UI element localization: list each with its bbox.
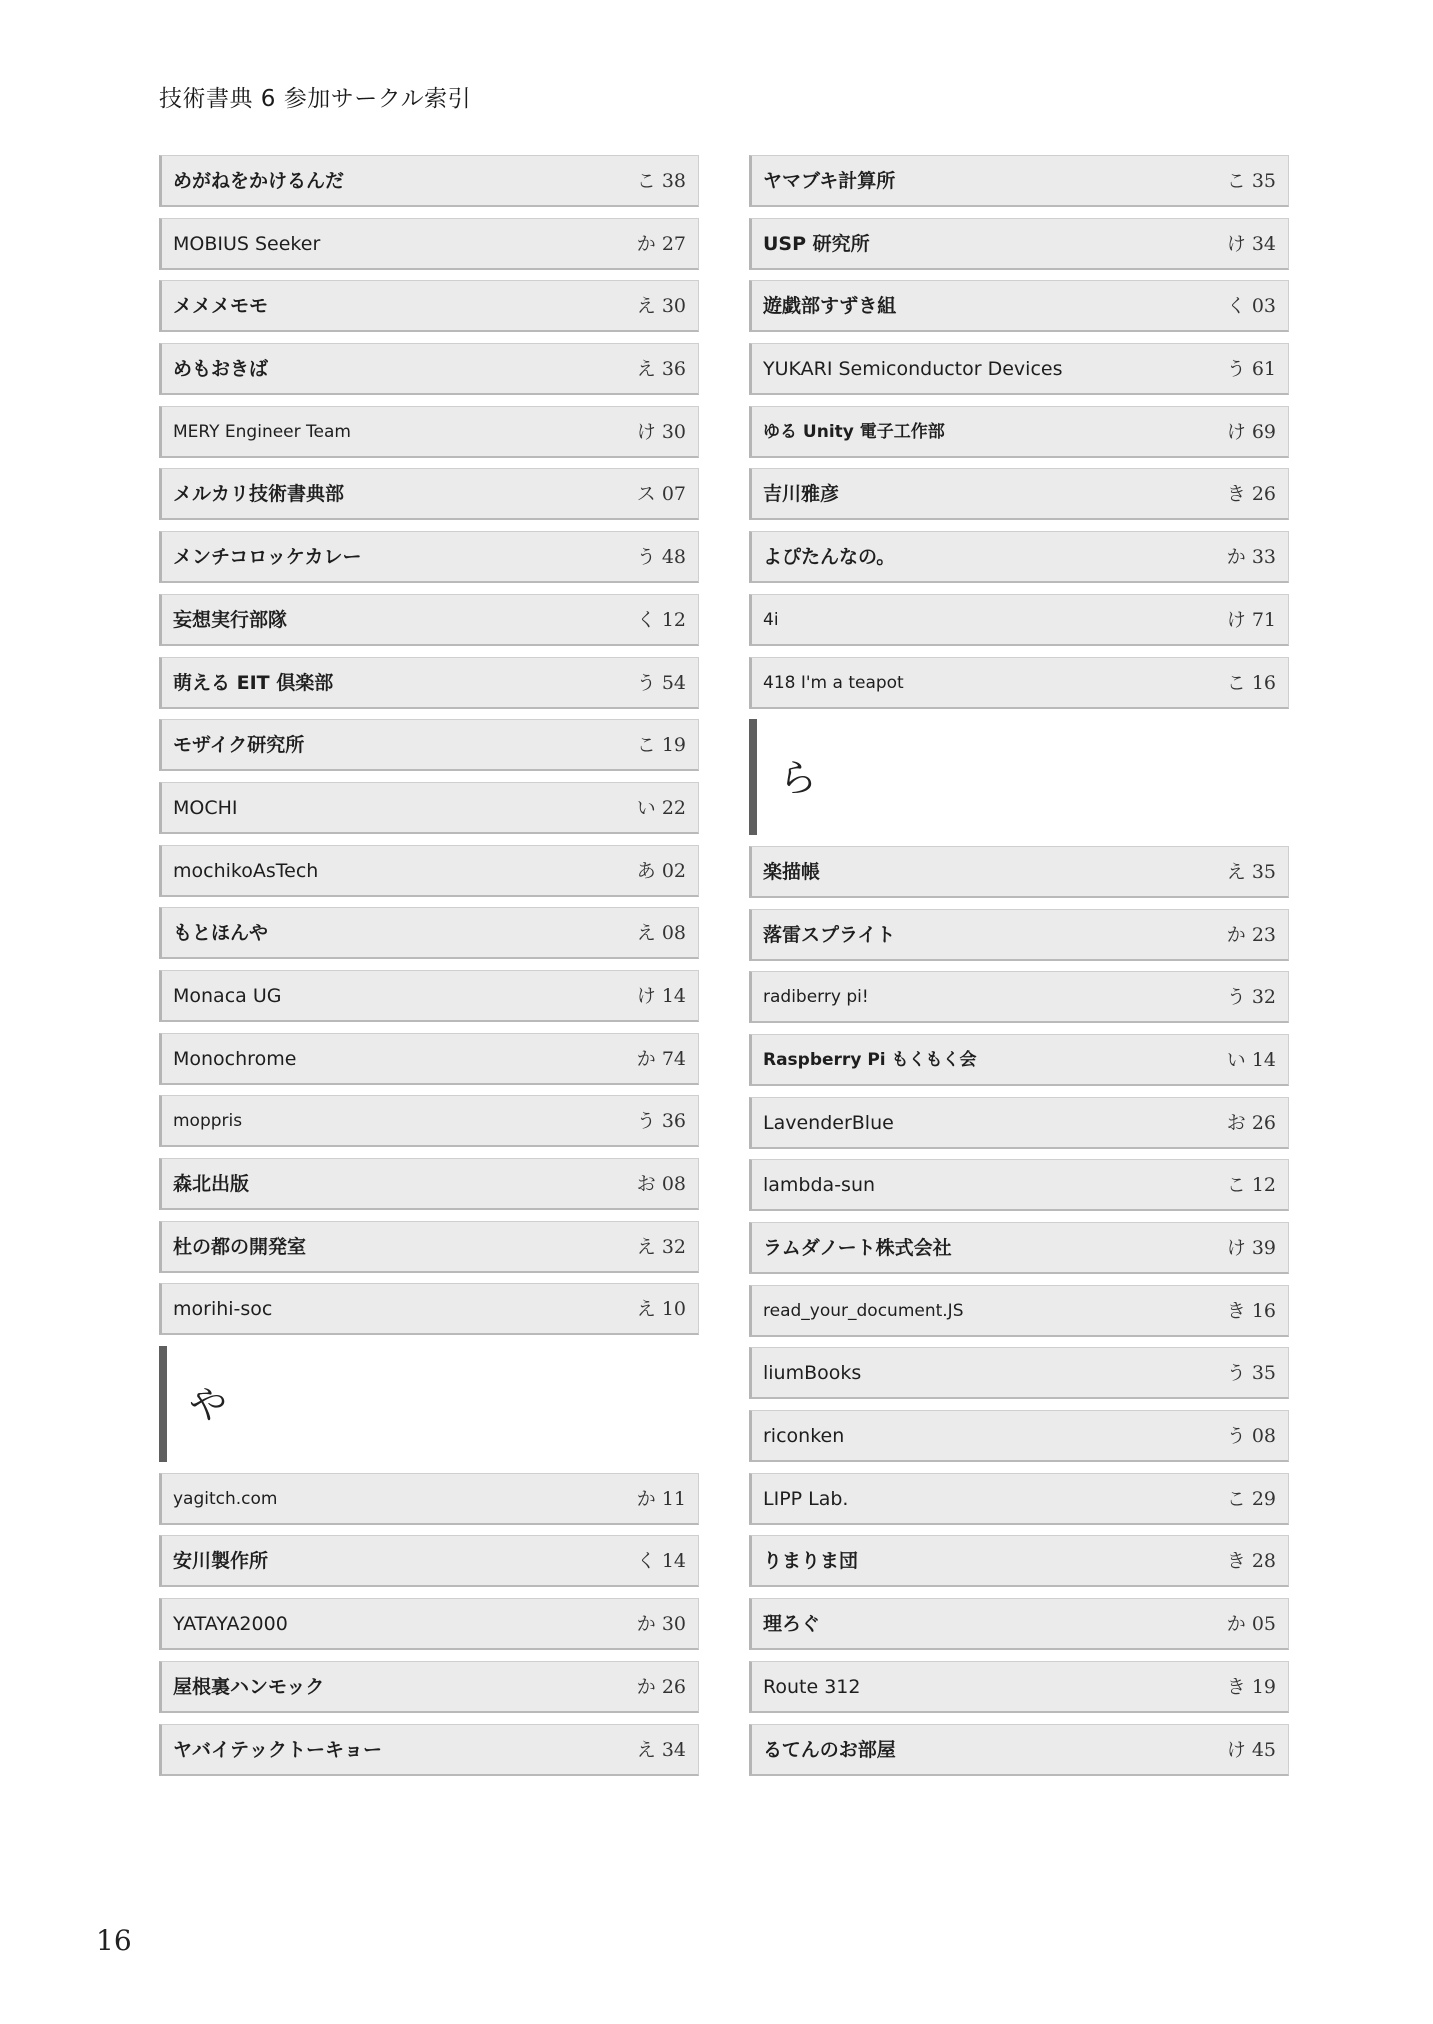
- index-entry: [159, 1283, 699, 1335]
- index-entry: [159, 594, 699, 646]
- booth-code: こ 16: [1226, 671, 1276, 694]
- booth-code: け 45: [1226, 1738, 1276, 1761]
- index-entry: [159, 1221, 699, 1273]
- circle-name: liumBooks: [763, 1362, 862, 1385]
- index-entry: [749, 155, 1289, 207]
- index-entry: [749, 1473, 1289, 1525]
- booth-code: か 26: [636, 1675, 686, 1698]
- booth-code: う 35: [1226, 1362, 1276, 1385]
- circle-name: morihi-soc: [173, 1298, 273, 1321]
- index-entry: [749, 1410, 1289, 1462]
- index-entry: [749, 594, 1289, 646]
- booth-code: お 26: [1226, 1111, 1276, 1134]
- index-entry: [159, 468, 699, 520]
- circle-name: mochikoAsTech: [173, 859, 319, 882]
- index-entry: [159, 343, 699, 395]
- circle-name: 楽描帳: [763, 860, 821, 883]
- booth-code: け 14: [636, 984, 686, 1007]
- booth-code: い 14: [1226, 1048, 1276, 1071]
- booth-code: き 28: [1226, 1550, 1276, 1573]
- booth-code: か 74: [636, 1047, 686, 1070]
- circle-name: YUKARI Semiconductor Devices: [763, 358, 1063, 381]
- circle-name: モザイク研究所: [173, 734, 305, 757]
- index-entry: [749, 1159, 1289, 1211]
- circle-name: read_your_document.JS: [763, 1300, 964, 1321]
- index-entry: [159, 719, 699, 771]
- booth-code: え 35: [1226, 860, 1276, 883]
- circle-name: 418 I'm a teapot: [763, 672, 904, 693]
- index-entry: [749, 1347, 1289, 1399]
- booth-code: ス 07: [636, 483, 686, 506]
- booth-code: う 61: [1226, 358, 1276, 381]
- circle-name: メメメモモ: [173, 295, 269, 318]
- booth-code: け 39: [1226, 1237, 1276, 1259]
- circle-name: 吉川雅彦: [763, 483, 840, 506]
- circle-name: Route 312: [763, 1675, 861, 1698]
- booth-code: い 22: [636, 796, 686, 819]
- index-entry: [749, 657, 1289, 709]
- index-entry: [159, 1661, 699, 1713]
- index-entry: [159, 1598, 699, 1650]
- section-heading: [749, 719, 1289, 835]
- circle-name: 森北出版: [173, 1173, 250, 1195]
- page-header-title: 技術書典 6 参加サークル索引: [159, 86, 472, 112]
- section-heading: [159, 1346, 699, 1462]
- booth-code: か 27: [636, 232, 686, 255]
- circle-name: yagitch.com: [173, 1488, 278, 1509]
- index-entry: [749, 218, 1289, 270]
- circle-name: 理ろぐ: [763, 1613, 821, 1636]
- index-entry: [749, 1535, 1289, 1587]
- circle-name: MERY Engineer Team: [173, 421, 351, 442]
- booth-code: こ 19: [636, 734, 686, 757]
- section-heading-label: ら: [779, 756, 818, 801]
- booth-code: う 54: [636, 671, 686, 694]
- circle-name: ラムダノート株式会社: [763, 1237, 952, 1259]
- circle-name: 安川製作所: [173, 1550, 269, 1573]
- circle-name: 落雷スプライト: [763, 923, 896, 946]
- booth-code: あ 02: [636, 859, 686, 882]
- index-entry: [159, 845, 699, 897]
- index-entry: [749, 280, 1289, 332]
- circle-name: 萌える EIT 倶楽部: [173, 671, 334, 694]
- booth-code: か 23: [1226, 923, 1276, 946]
- booth-code: え 36: [636, 358, 686, 381]
- booth-code: け 30: [636, 420, 686, 443]
- circle-name: メルカリ技術書典部: [173, 483, 345, 506]
- booth-code: こ 35: [1226, 170, 1276, 192]
- booth-code: け 71: [1226, 608, 1276, 631]
- booth-code: お 08: [636, 1173, 686, 1195]
- circle-name: りまりま団: [763, 1550, 859, 1573]
- circle-name: ゆる Unity 電子工作部: [763, 421, 945, 442]
- booth-code: き 26: [1226, 483, 1276, 506]
- index-column-left: [159, 155, 699, 1786]
- index-entry: [159, 1473, 699, 1525]
- booth-code: く 03: [1226, 295, 1276, 318]
- index-entry: [159, 1724, 699, 1776]
- index-entry: [159, 782, 699, 834]
- index-entry: [749, 1285, 1289, 1337]
- index-entry: [159, 657, 699, 709]
- index-entry: [749, 1097, 1289, 1149]
- index-entry: [159, 1095, 699, 1147]
- circle-name: MOCHI: [173, 796, 238, 819]
- circle-name: Monochrome: [173, 1047, 297, 1070]
- circle-name: めもおきば: [173, 358, 269, 381]
- circle-name: メンチコロッケカレー: [173, 546, 362, 569]
- booth-code: う 48: [636, 546, 686, 569]
- circle-name: YATAYA2000: [173, 1613, 288, 1636]
- booth-code: え 10: [636, 1298, 686, 1321]
- circle-name: riconken: [763, 1425, 845, 1448]
- section-heading-label: や: [189, 1383, 228, 1428]
- index-entry: [159, 280, 699, 332]
- booth-code: こ 29: [1226, 1487, 1276, 1510]
- circle-name: LIPP Lab.: [763, 1487, 849, 1510]
- circle-name: ヤマブキ計算所: [763, 170, 896, 192]
- index-entry: [749, 343, 1289, 395]
- index-column-right: [749, 155, 1289, 1786]
- booth-code: か 05: [1226, 1613, 1276, 1636]
- index-entry: [749, 531, 1289, 583]
- index-entry: [159, 406, 699, 458]
- booth-code: き 16: [1226, 1299, 1276, 1322]
- index-entry: [159, 155, 699, 207]
- booth-code: か 11: [636, 1487, 686, 1510]
- booth-code: け 69: [1226, 420, 1276, 443]
- index-entry: [159, 970, 699, 1022]
- circle-name: もとほんや: [173, 922, 269, 945]
- index-entry: [749, 1034, 1289, 1086]
- index-entry: [749, 468, 1289, 520]
- index-entry: [159, 531, 699, 583]
- circle-name: るてんのお部屋: [763, 1738, 896, 1761]
- circle-name: moppris: [173, 1111, 243, 1132]
- booth-code: こ 12: [1226, 1174, 1276, 1197]
- booth-code: く 12: [636, 608, 686, 631]
- booth-code: か 30: [636, 1613, 686, 1636]
- index-entry: [159, 907, 699, 959]
- index-entry: [749, 971, 1289, 1023]
- booth-code: け 34: [1226, 232, 1276, 255]
- index-entry: [159, 1158, 699, 1210]
- page-number: 16: [96, 1924, 132, 1957]
- circle-name: lambda-sun: [763, 1174, 876, 1197]
- circle-name: Raspberry Pi もくもく会: [763, 1049, 977, 1070]
- circle-name: 4i: [763, 609, 779, 630]
- booth-code: か 33: [1226, 546, 1276, 569]
- booth-code: う 36: [636, 1110, 686, 1133]
- index-entry: [159, 1033, 699, 1085]
- booth-code: え 30: [636, 295, 686, 318]
- index-entry: [749, 1222, 1289, 1274]
- booth-code: き 19: [1226, 1675, 1276, 1698]
- booth-code: く 14: [636, 1550, 686, 1573]
- circle-name: よぴたんなの。: [763, 546, 896, 569]
- index-entry: [749, 1724, 1289, 1776]
- index-entry: [159, 218, 699, 270]
- circle-name: ヤバイテックトーキョー: [173, 1738, 383, 1761]
- circle-name: 妄想実行部隊: [173, 608, 288, 631]
- circle-name: 屋根裏ハンモック: [173, 1675, 325, 1698]
- circle-name: 杜の都の開発室: [173, 1235, 307, 1258]
- index-entry: [749, 846, 1289, 898]
- circle-name: MOBIUS Seeker: [173, 232, 321, 255]
- index-entry: [159, 1535, 699, 1587]
- circle-name: めがねをかけるんだ: [173, 170, 345, 192]
- booth-code: こ 38: [636, 170, 686, 192]
- booth-code: え 34: [636, 1738, 686, 1761]
- circle-name: USP 研究所: [763, 232, 870, 255]
- circle-name: Monaca UG: [173, 984, 282, 1007]
- booth-code: う 32: [1226, 986, 1276, 1009]
- booth-code: え 32: [636, 1235, 686, 1258]
- index-entry: [749, 1598, 1289, 1650]
- booth-code: え 08: [636, 922, 686, 945]
- index-entry: [749, 406, 1289, 458]
- circle-name: radiberry pi!: [763, 987, 869, 1008]
- index-entry: [749, 909, 1289, 961]
- circle-name: LavenderBlue: [763, 1111, 894, 1134]
- circle-name: 遊戯部すずき組: [763, 295, 897, 318]
- index-entry: [749, 1661, 1289, 1713]
- booth-code: う 08: [1226, 1425, 1276, 1448]
